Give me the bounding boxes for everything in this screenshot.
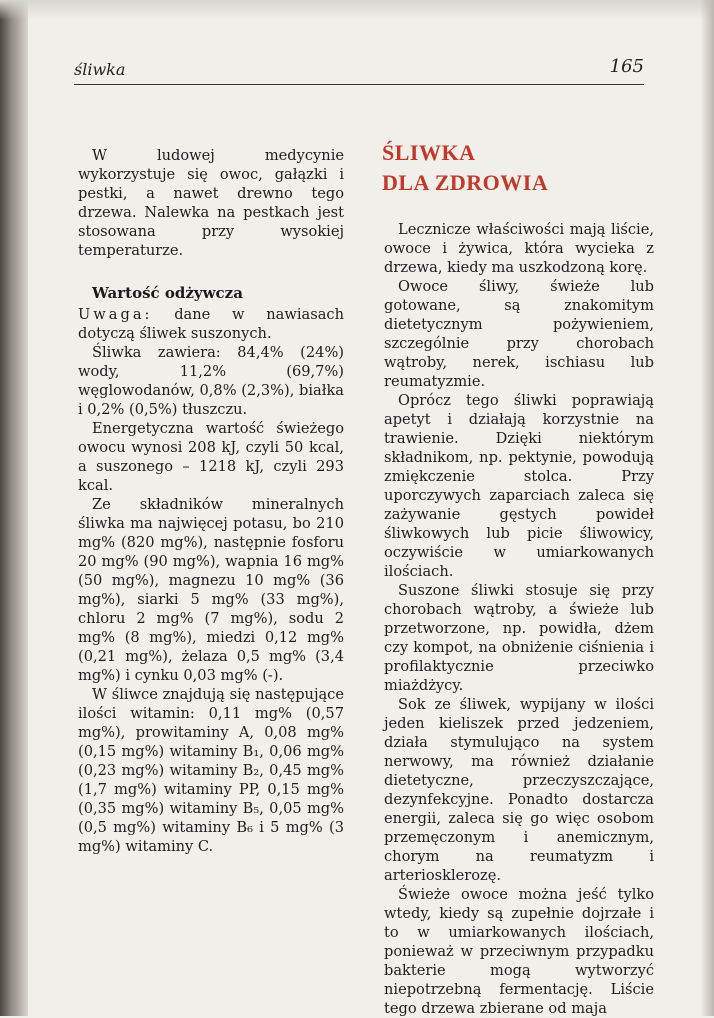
right-paragraph-1: Lecznicze właściwości mają liście, owoce i żywica, która wycieka z drzewa, kiedy ma uszkodzoną korę.: [384, 221, 654, 276]
page-edge-shadow: [700, 0, 714, 1016]
book-spine-shadow: [0, 0, 28, 1016]
composition-paragraph: Śliwka zawiera: 84,4% (24%) wody, 11,2% (69,7%) węglowodanów, 0,8% (2,3%), białka i 0,2% (0,5%) tłuszczu.: [78, 344, 344, 418]
right-paragraph-5: Sok ze śliwek, wypijany w ilości jeden kieliszek przed jedzeniem, działa stymulująco na system nerwowy, ma również działanie dietetyczne, przeczyszczające, dezynfekcyjne. Ponadto dostarcza energii, zaleca się go więc osobom przemęczonym i anemicznym, chorym na reumatyzm i arteriosklerozę.: [384, 696, 654, 884]
running-title: śliwka: [74, 60, 126, 79]
note-paragraph: [78, 305, 344, 343]
header-rule: [74, 84, 644, 85]
right-paragraph-6: Świeże owoce można jeść tylko wtedy, kiedy są zupełnie dojrzałe i to w umiarkowanych ilościach, ponieważ w przeciwnym przypadku bakterie mogą wytworzyć niepotrzebną fermentację. Liście tego drzewa zbierane od maja: [384, 886, 654, 1017]
section-title-line1: ŚLIWKA: [382, 140, 476, 165]
right-column: [384, 220, 654, 1018]
section-heading-nutrition: Wartość odżywcza: [92, 284, 243, 302]
left-column: [78, 146, 344, 856]
minerals-paragraph: Ze składników mineralnych śliwka ma najwięcej potasu, bo 210 mg% (820 mg%), następnie fosforu 20 mg% (90 mg%), wapnia 16 mg% (50 mg%), magnezu 10 mg% (36 mg%), siarki 5 mg% (33 mg%), chloru 2 mg% (7 mg%), sodu 2 mg% (8 mg%), miedzi 0,12 mg% (0,21 mg%), żelaza 0,5 mg% (3,4 mg%) i cynku 0,03 mg% (-).: [78, 496, 344, 684]
note-label: Uwaga:: [78, 306, 153, 323]
vitamins-paragraph: W śliwce znajdują się następujące ilości witamin: 0,11 mg% (0,57 mg%), prowitaminy A, 0,08 mg% (0,15 mg%) witaminy B₁, 0,06 mg% (0,23 mg%) witaminy B₂, 0,45 mg% (1,7 mg%) witaminy PP, 0,15 mg% (0,35 mg%) witaminy B₅, 0,05 mg% (0,5 mg%) witaminy B₆ i 5 mg% (3 mg%) witaminy C.: [78, 686, 344, 855]
page-number: 165: [609, 56, 644, 77]
energy-paragraph: Energetyczna wartość świeżego owocu wynosi 208 kJ, czyli 50 kcal, a suszonego – 1218 kJ, czyli 293 kcal.: [78, 420, 344, 494]
right-paragraph-4: Suszone śliwki stosuje się przy chorobach wątroby, a świeże lub przetworzone, np. powidła, dżem czy kompot, na obniżenie ciśnienia i profilaktycznie przeciwko miażdżycy.: [384, 582, 654, 694]
page-top-shadow: [0, 0, 714, 20]
right-paragraph-3: Oprócz tego śliwki poprawiają apetyt i działają korzystnie na trawienie. Dzięki niektórym składnikom, np. pektynie, powodują zmiękczenie stolca. Przy uporczywych zaparciach zaleca się zażywanie gęstych powideł śliwkowych lub picie śliwowicy, oczywiście w umiarkowanych ilościach.: [384, 392, 654, 580]
right-paragraph-2: Owoce śliwy, świeże lub gotowane, są znakomitym dietetycznym pożywieniem, szczególnie przy chorobach wątroby, nerek, ischiasu lub reumatyzmie.: [384, 278, 654, 390]
intro-paragraph: W ludowej medycynie wykorzystuje się owoc, gałązki i pestki, a nawet drewno tego drzewa. Nalewka na pestkach jest stosowana przy wysokiej temperaturze.: [78, 147, 344, 259]
note-text: dane w nawiasach dotyczą śliwek suszonych.: [78, 306, 344, 342]
section-title: [382, 138, 662, 198]
running-header: [74, 56, 644, 79]
section-title-line2: DLA ZDROWIA: [382, 170, 549, 195]
